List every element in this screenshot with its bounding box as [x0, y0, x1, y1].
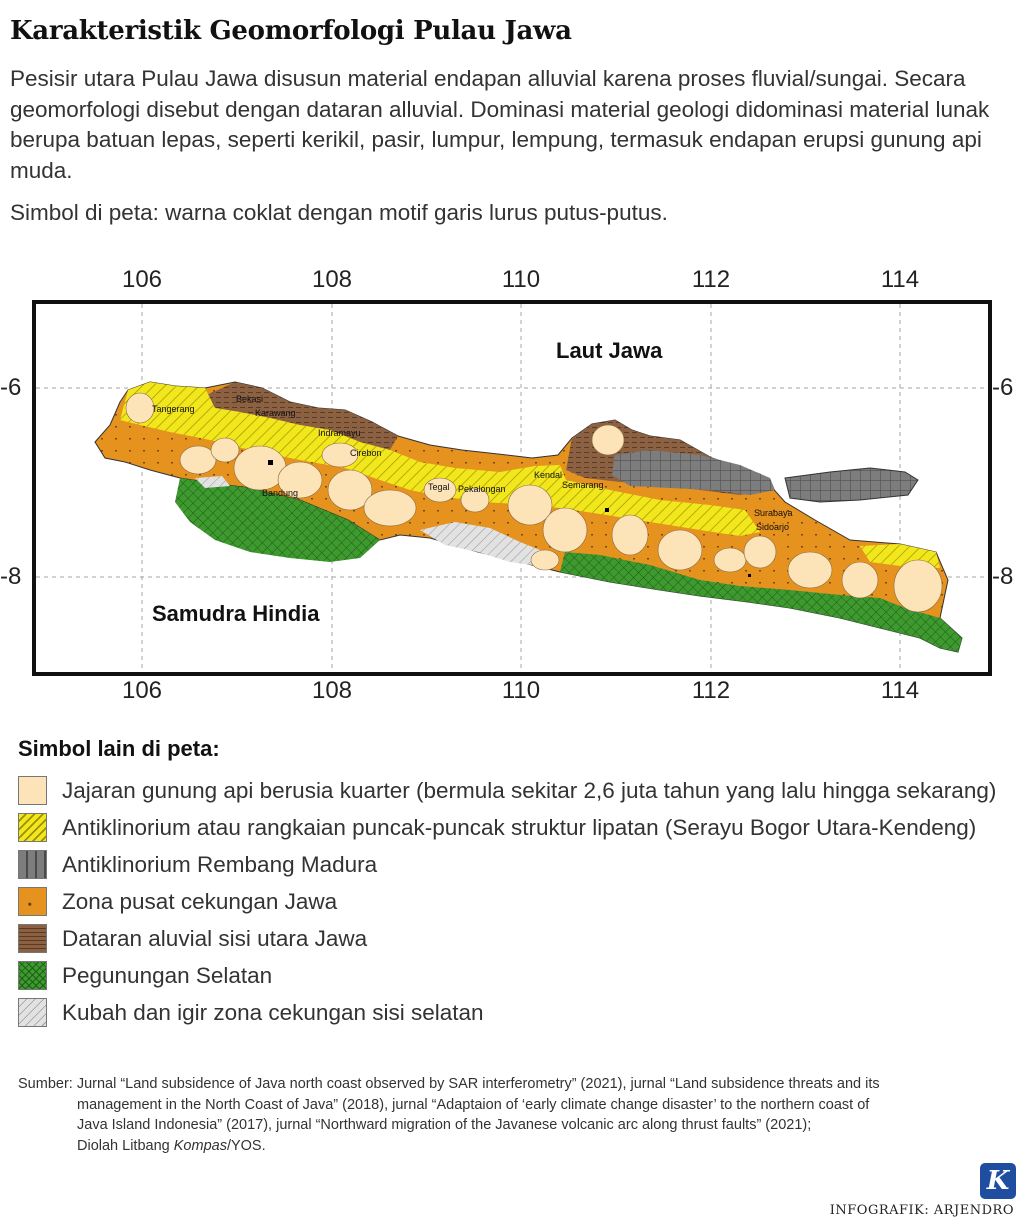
lon-label-top-106: 106 [121, 266, 163, 293]
lon-label-top-112: 112 [691, 266, 731, 293]
geomorphology-map [0, 290, 1024, 690]
city-kendal: Kendal [534, 470, 563, 480]
alluvial-swatch-icon [18, 924, 47, 953]
southern-mountains-swatch-icon [18, 961, 47, 990]
legend-label: Jajaran gunung api berusia kuarter (bermula sekitar 2,6 juta tahun yang lalu hingga sekarang) [62, 777, 997, 803]
legend-item-anticline [18, 809, 996, 846]
legend-item-basin [18, 883, 996, 920]
infographic-credit: INFOGRAFIK: ARJENDRO [829, 1203, 1014, 1218]
source-note [18, 1074, 998, 1156]
lat-label-right--6: -6 [992, 374, 1014, 401]
legend-label: Zona pusat cekungan Jawa [62, 888, 338, 914]
city-surabaya: Surabaya [754, 508, 793, 518]
map-symbol-note: Simbol di peta: warna coklat dengan motif garis lurus putus-putus. [10, 200, 668, 225]
legend-label: Antiklinorium Rembang Madura [62, 851, 378, 877]
rembang-swatch-icon [18, 850, 47, 879]
source-line-2: management in the North Coast of Java” (2018), jurnal “Adaptaion of ‘early climate change disaster’ to the northern coast of [77, 1096, 870, 1113]
legend-item-rembang [18, 846, 996, 883]
source-line-4: Diolah Litbang Kompas/YOS. [77, 1137, 266, 1154]
lat-label-right--8: -8 [992, 563, 1014, 590]
legend-label: Antiklinorium atau rangkaian puncak-puncak struktur lipatan (Serayu Bogor Utara-Kendeng) [62, 814, 977, 840]
sea-label-south: Samudra Hindia [152, 601, 320, 626]
lon-label-bottom-110: 110 [501, 677, 541, 704]
city-bandung: Bandung [262, 488, 299, 498]
lat-label-left--8: -8 [0, 563, 22, 590]
lon-label-top-110: 110 [501, 266, 541, 293]
basin-swatch-icon [18, 887, 47, 916]
lon-label-bottom-112: 112 [691, 677, 731, 704]
anticline-swatch-icon [18, 813, 47, 842]
lon-label-top-108: 108 [311, 266, 353, 293]
legend-label: Kubah dan igir zona cekungan sisi selatan [62, 999, 484, 1025]
legend-label: Pegunungan Selatan [62, 962, 273, 988]
city-tangerang: Tangerang [152, 404, 195, 414]
legend-item-southern-mountains [18, 957, 996, 994]
city-bekasi: Bekasi [236, 394, 264, 404]
lon-label-bottom-108: 108 [311, 677, 353, 704]
legend-item-alluvial [18, 920, 996, 957]
dome-swatch-icon [18, 998, 47, 1027]
lon-label-top-114: 114 [880, 266, 920, 293]
page-title: Karakteristik Geomorfologi Pulau Jawa [10, 16, 572, 46]
legend-item-volcanic [18, 772, 996, 809]
legend [18, 772, 996, 1031]
city-tegal: Tegal [428, 482, 450, 492]
intro-paragraph: Pesisir utara Pulau Jawa disusun material endapan alluvial karena proses fluvial/sungai. Secara geomorfologi disebut dengan dataran alluvial. Dominasi material geologi didominasi material lunak berupa batuan lepas, seperti kerikil, pasir, lumpur, lempung, termasuk endapan erupsi gunung api muda. [10, 66, 990, 183]
lat-label-left--6: -6 [0, 374, 22, 401]
source-line-3: Java Island Indonesia” (2017), jurnal “Northward migration of the Javanese volcanic arc along thrust faults” (2021); [77, 1117, 812, 1133]
city-pekalongan: Pekalongan [458, 484, 506, 494]
volcanic-swatch-icon [18, 776, 47, 805]
lon-label-bottom-106: 106 [121, 677, 163, 704]
source-line-1: Sumber: Jurnal “Land subsidence of Java north coast observed by SAR interferometry” (2021), jurnal “Land subsidence threats and its [18, 1076, 880, 1092]
legend-title: Simbol lain di peta: [18, 736, 220, 761]
city-cirebon: Cirebon [350, 448, 382, 458]
city-semarang: Semarang [562, 480, 604, 490]
city-sidoarjo: Sidoarjo [756, 522, 790, 532]
city-karawang: Karawang [255, 408, 296, 418]
sea-label-north: Laut Jawa [556, 338, 663, 363]
lon-label-bottom-114: 114 [880, 677, 920, 704]
legend-label: Dataran aluvial sisi utara Jawa [62, 925, 368, 951]
kompas-logo-icon: K [980, 1163, 1016, 1199]
city-indramayu: Indramayu [318, 428, 361, 438]
legend-item-dome [18, 994, 996, 1031]
